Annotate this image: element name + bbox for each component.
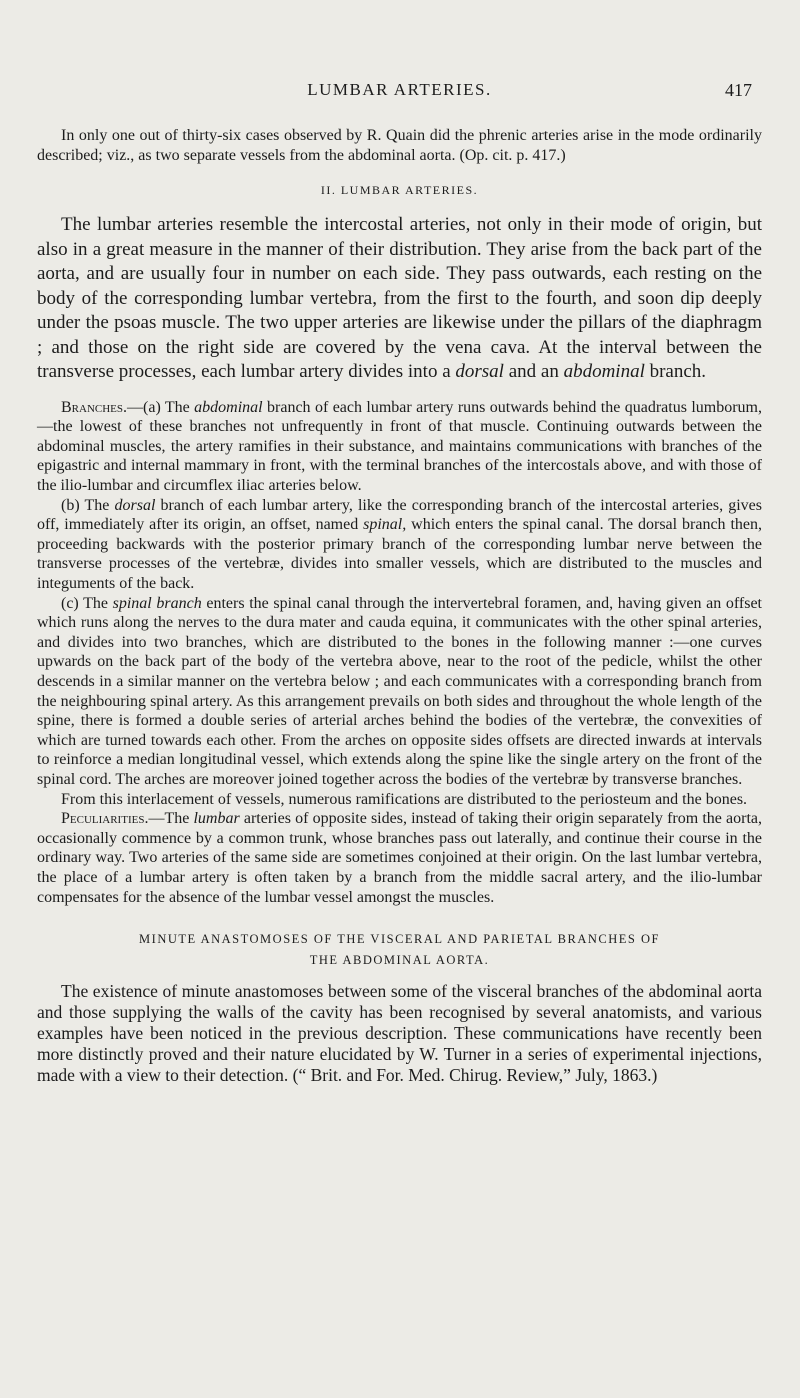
branches-b-em: dorsal [114,496,156,514]
peculiarities-paragraph [37,809,762,907]
branches-b-em-spinal: spinal, [363,516,407,534]
branches-b-mark: (b) The [61,496,115,514]
anastomoses-heading-line-1: MINUTE ANASTOMOSES OF THE VISCERAL AND PARIETAL BRANCHES OF [139,932,660,947]
branches-b-text-2: which enters the spinal canal. The dorsal branch then, proceeding backwards with the posterior primary branch of the corresponding lumbar nerve between the transverse processes of the vertebræ, divides into smaller vessels, which are distributed to the muscles and integuments of the back. [37,516,762,593]
branches-a-text: branch of each lumbar artery runs outwards behind the quadratus lumborum,—the lowest of these branches not unfrequently in front of that muscle. Continuing outwards between the abdominal muscles, the artery ramifies in their substance, and maintains communications with branches of the epigastric and internal mammary in front, with the terminal branches of the intercostals above, and with those of the ilio-lumbar and circumflex iliac arteries below. [37,398,763,495]
peculiarities-text: arteries of opposite sides, instead of taking their origin separately from the aorta, occasionally commence by a common trunk, whose branches pass out laterally, and continue their course in the ordinary way. Two arteries of the same side are sometimes conjoined at their origin. On the last lumbar vertebra, the place of a lumbar artery is often taken by a branch from the middle sacral artery, and the ilio-lumbar compensates for the absence of the lumbar vessel amongst the muscles. [37,810,763,906]
main-em-abdominal: abdominal [563,361,645,383]
branches-c-em: spinal branch [112,594,202,612]
running-header [37,80,762,106]
interlacement-paragraph: From this interlacement of vessels, numerous ramifications are distributed to the periosteum and the bones. [61,790,748,808]
branches-b-paragraph [37,496,762,594]
page-number: 417 [725,80,752,100]
branches-a-mark: —(a) The [127,398,195,416]
running-title: LUMBAR ARTERIES. [307,80,492,99]
lumbar-arteries-paragraph [37,213,762,385]
main-text-2: and an [503,361,564,383]
branches-c-paragraph [37,594,762,790]
peculiarities-pre: —The [148,810,194,828]
branches-a-em: abdominal [194,398,263,416]
branches-a-paragraph [37,398,762,496]
main-text-3: branch. [644,361,707,383]
main-text-1: The lumbar arteries resemble the intercostal arteries, not only in their mode of origin, but also in a great measure in the manner of their distribution. They arise from the back part of the aorta, and are usually four in number on each side. They pass outwards, each resting on the body of the corresponding lumbar vertebra, from the first to the fourth, and soon dip deeply under the psoas muscle. The two upper arteries are likewise under the pillars of the diaphragm ; and those on the right side are covered by the vena cava. At the interval between the transverse processes, each lumbar artery divides into a [37,214,762,383]
peculiarities-label: Peculiarities. [61,810,149,828]
anastomoses-heading [37,929,762,971]
anastomoses-heading-line-2: THE ABDOMINAL AORTA. [309,953,490,968]
branches-c-text: enters the spinal canal through the intervertebral foramen, and, having given an offset which runs along the nerves to the dura mater and cauda equina, it communicates with the other spinal arteries, and divides into two branches, which are distributed to the bones in the following manner :—one curves upwards on the back part of the body of the vertebra above, near to the root of the pedicle, whilst the other descends in a similar manner on the vertebra below ; and each communicates with a corresponding branch from the neighbouring spinal artery. As this arrangement prevails on both sides and throughout the whole length of the spine, there is formed a double series of arterial arches behind the bodies of the vertebræ, the convexities of which are turned towards each other. From the arches on opposite sides offsets are directed inwards at intervals to reinforce a median longitudinal vessel, which extends along the spine like the single artery on the front of the spinal cord. The arches are moreover joined together across the bodies of the vertebræ by transverse branches. [37,594,762,788]
branches-b-text-1: branch of each lumbar artery, like the corresponding branch of the intercostal arteries, gives off, immediately after its origin, an offset, named [37,496,762,534]
branches-label: Branches. [61,398,128,416]
main-em-dorsal: dorsal [455,361,504,383]
intro-paragraph: In only one out of thirty-six cases observed by R. Quain did the phrenic arteries arise in the mode ordinarily described; viz., as two separate vessels from the abdominal aorta. (Op. cit. p. 417.) [37,127,762,164]
section-heading: II. LUMBAR ARTERIES. [320,183,479,198]
anastomoses-paragraph: The existence of minute anastomoses between some of the visceral branches of the abdominal aorta and those supplying the walls of the cavity has been recognised by several anatomists, and various examples have been noticed in the previous description. These communications have recently been more distinctly proved and their nature elucidated by W. Turner in a series of experimental injections, made with a view to their detection. (“ Brit. and For. Med. Chirug. Review,” July, 1863.) [37,981,762,1086]
branches-c-mark: (c) The [61,594,113,612]
peculiarities-em: lumbar [193,810,240,828]
